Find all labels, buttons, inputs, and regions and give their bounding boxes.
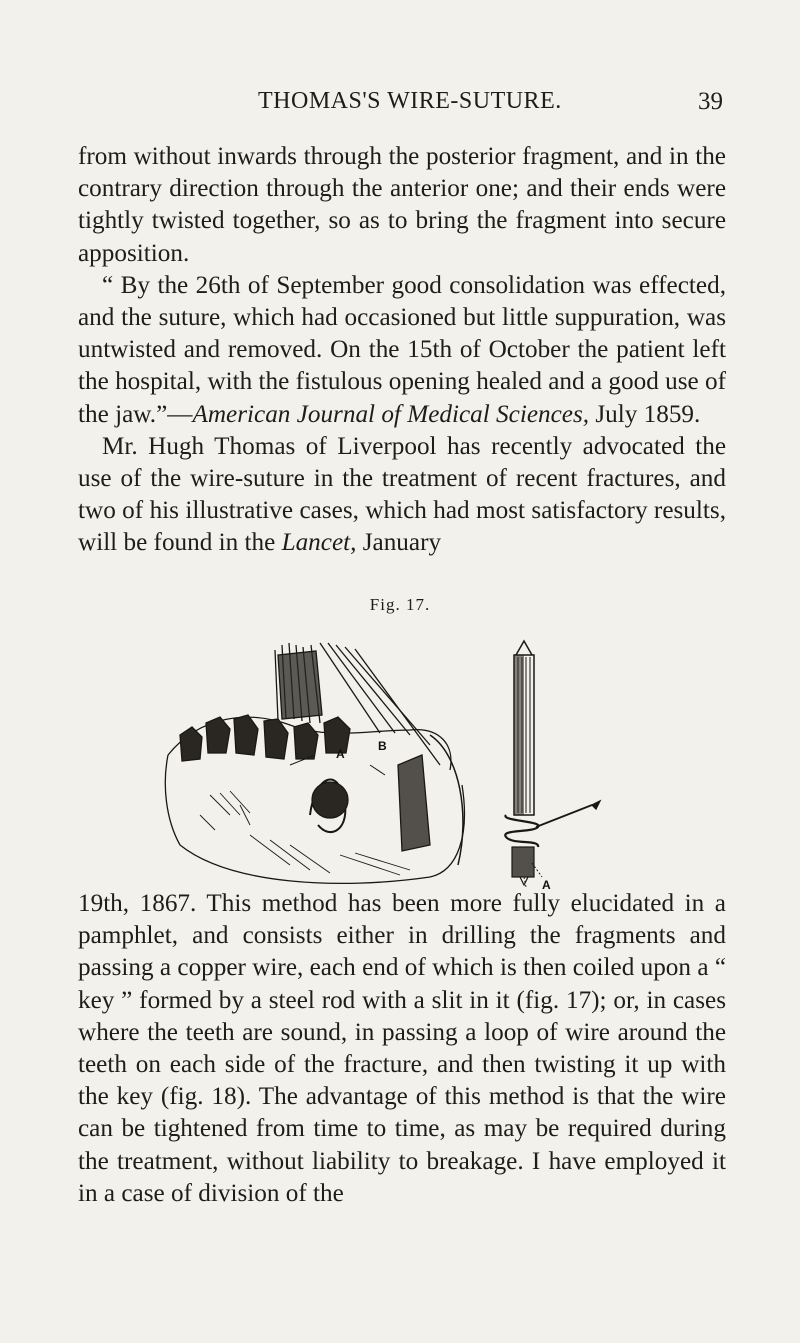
- ramus-fragment: [398, 755, 430, 851]
- label-a-left: A: [336, 747, 345, 761]
- teeth-row: [180, 715, 350, 761]
- lancet-title: Lancet,: [281, 529, 357, 557]
- running-head: THOMAS'S WIRE-SUTURE.: [258, 88, 562, 114]
- body-text-bottom: [78, 888, 726, 1210]
- page-header: [0, 88, 800, 128]
- journal-title: American Journal of Medical Sciences,: [192, 400, 590, 428]
- wire-coil: [312, 782, 348, 818]
- coiled-wire: [505, 815, 538, 847]
- figure-caption: Fig. 17.: [369, 595, 431, 614]
- body-text-top: [78, 141, 726, 560]
- paragraph-thomas: [78, 431, 726, 560]
- citation-date: January: [356, 529, 442, 557]
- paragraph-method: 19th, 1867. This method has been more fully elucidated in a pamphlet, and consists either in drilling the fragments and passing a copper wire, each end of which is then coiled upon a “ key ” formed by a steel rod with a slit in it (fig. 17); or, in cases where the teeth are sound, in passing a loop of wire around the teeth on each side of the fracture, and then twisting it up with the key (fig. 18). The advantage of this method is that the wire can be tightened from time to time, as may be required during the treatment, without liability to breakage. I have employed it in a case of division of the: [78, 890, 726, 1207]
- figure-17-illustration: [140, 615, 660, 893]
- steel-key: [505, 641, 600, 887]
- paragraph-quotation: [78, 270, 726, 431]
- label-a-right: A: [542, 878, 551, 892]
- page-number: 39: [698, 88, 723, 115]
- quotation-text: “ By the 26th of September good consolidation was effected, and the suture, which had occasioned but little suppuration, was untwisted and removed. On the 15th of October the patient left the hospital, with the fistulous opening healed and a good use of the jaw.”—: [78, 271, 726, 428]
- label-b-left: B: [378, 739, 387, 753]
- paragraph-text: Mr. Hugh Thomas of Liverpool has recently advocated the use of the wire-suture in the treatment of recent fractures, and two of his illustrative cases, which had most satisfactory results, will be found in the: [78, 432, 726, 557]
- jaw-and-key-engraving: [140, 615, 660, 893]
- paragraph-continuation: from without inwards through the posterior fragment, and in the contrary direction through the anterior one; and their ends were tightly twisted together, so as to bring the fragment into secure apposition.: [78, 143, 726, 267]
- citation-date: July 1859.: [589, 400, 701, 428]
- jaw-front-edge: [165, 755, 180, 845]
- hatching-lower: [200, 791, 410, 875]
- upper-fragment-solid: [278, 651, 322, 719]
